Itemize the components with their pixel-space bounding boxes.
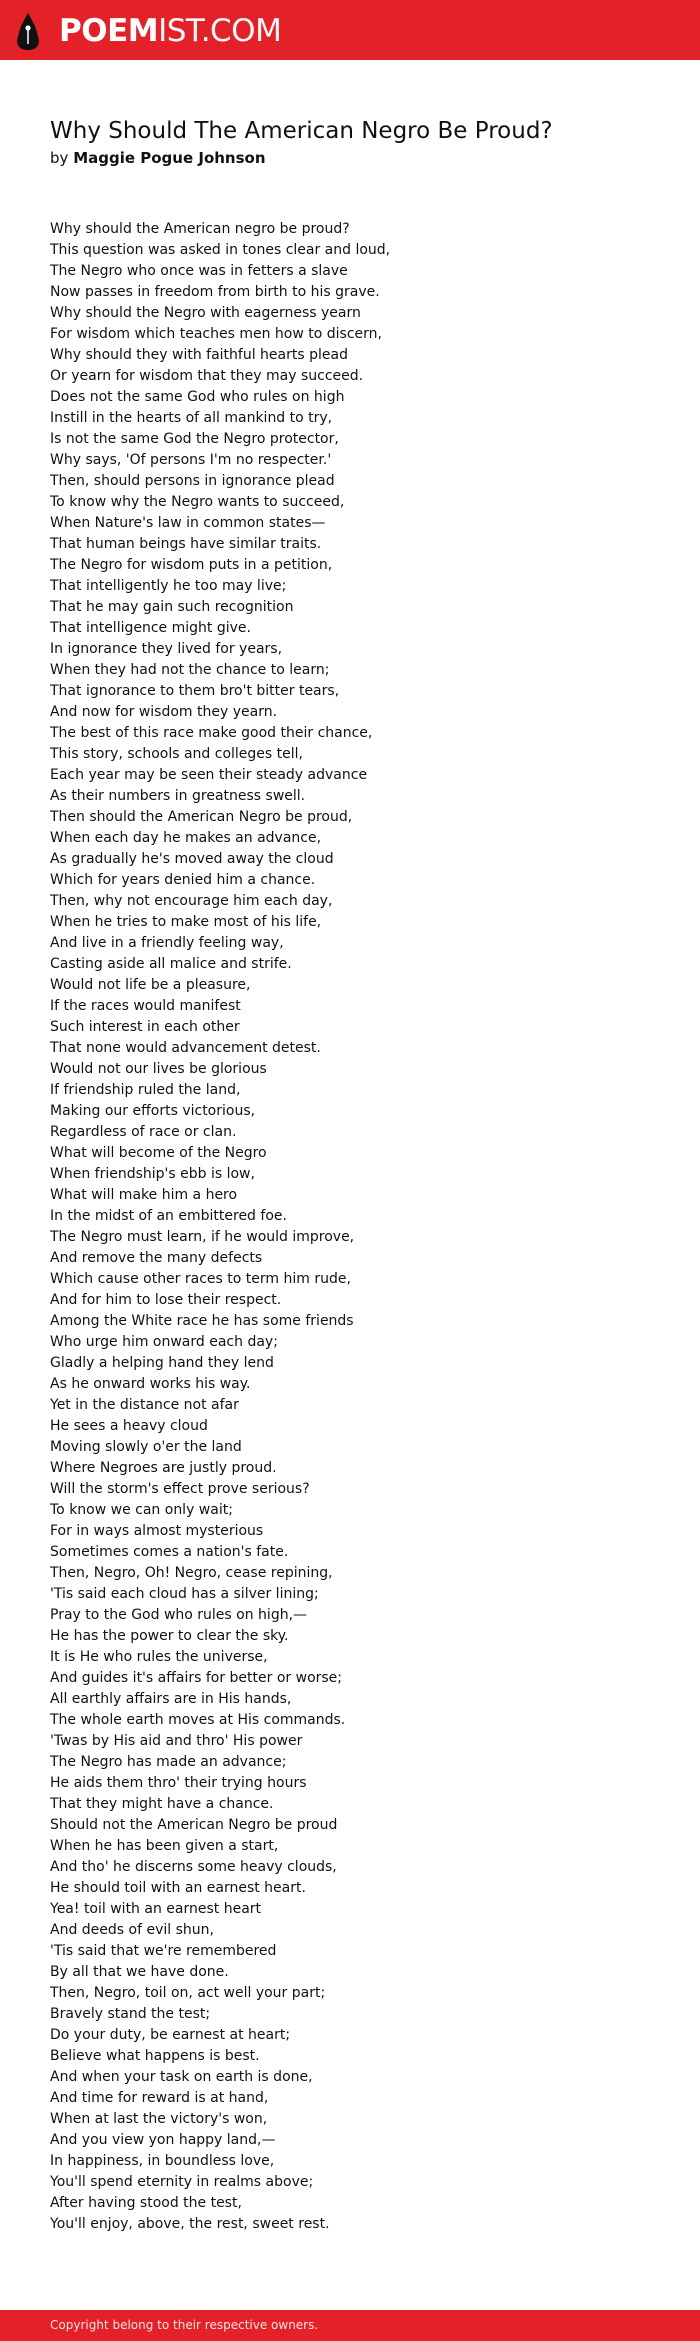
poem-line: As their numbers in greatness swell. bbox=[50, 788, 306, 804]
poem-line: Then should the American Negro be proud, bbox=[50, 809, 353, 825]
poem-line: 'Tis said each cloud has a silver lining; bbox=[50, 1586, 319, 1602]
poem-line: Yea! toil with an earnest heart bbox=[50, 1901, 262, 1917]
poem-title: Why Should The American Negro Be Proud? bbox=[50, 118, 553, 144]
poem-line: That human beings have similar traits. bbox=[50, 536, 322, 552]
poem-line: Regardless of race or clan. bbox=[50, 1124, 237, 1140]
poem-line: That intelligently he too may live; bbox=[50, 578, 287, 594]
poem-line: In the midst of an embittered foe. bbox=[50, 1208, 287, 1224]
poem-line: And you view yon happy land,— bbox=[50, 2132, 276, 2148]
poem-line: Instill in the hearts of all mankind to try, bbox=[50, 410, 333, 426]
poem-line: Then, Negro, Oh! Negro, cease repining, bbox=[50, 1565, 333, 1581]
poem-body bbox=[50, 219, 390, 2235]
pen-nib-icon bbox=[16, 11, 40, 51]
poem-line: Why says, 'Of persons I'm no respecter.' bbox=[50, 452, 332, 468]
poem-line: All earthly affairs are in His hands, bbox=[50, 1691, 292, 1707]
site-logo-bold: POEM bbox=[59, 13, 159, 49]
poem-line: It is He who rules the universe, bbox=[50, 1649, 268, 1665]
poem-line: Bravely stand the test; bbox=[50, 2006, 211, 2022]
site-logo[interactable] bbox=[16, 11, 281, 51]
poem-line: Making our efforts victorious, bbox=[50, 1103, 256, 1119]
byline-label: by bbox=[50, 149, 69, 167]
poem-line: The Negro has made an advance; bbox=[50, 1754, 287, 1770]
poem-line: When each day he makes an advance, bbox=[50, 830, 322, 846]
poem-line: Why should the Negro with eagerness yearn bbox=[50, 305, 361, 321]
poem-line: What will make him a hero bbox=[50, 1187, 238, 1203]
poem-line: And tho' he discerns some heavy clouds, bbox=[50, 1859, 337, 1875]
poem-line: And now for wisdom they yearn. bbox=[50, 704, 278, 720]
poem-line: He should toil with an earnest heart. bbox=[50, 1880, 306, 1896]
poem-line: And for him to lose their respect. bbox=[50, 1292, 282, 1308]
poem-author: Maggie Pogue Johnson bbox=[73, 149, 266, 167]
poem-line: Then, should persons in ignorance plead bbox=[50, 473, 335, 489]
site-logo-light: IST.COM bbox=[158, 13, 282, 49]
poem-line: When Nature's law in common states— bbox=[50, 515, 326, 531]
poem-line: The Negro must learn, if he would improve, bbox=[50, 1229, 355, 1245]
poem-line: Do your duty, be earnest at heart; bbox=[50, 2027, 291, 2043]
poem-line: Which for years denied him a chance. bbox=[50, 872, 316, 888]
poem-line: Why should they with faithful hearts plead bbox=[50, 347, 348, 363]
poem-line: If the races would manifest bbox=[50, 998, 241, 1014]
poem-line: And guides it's affairs for better or worse; bbox=[50, 1670, 343, 1686]
poem-line: Moving slowly o'er the land bbox=[50, 1439, 242, 1455]
site-footer bbox=[0, 2310, 700, 2341]
site-header bbox=[0, 0, 700, 60]
poem-line: Where Negroes are justly proud. bbox=[50, 1460, 277, 1476]
poem-line: The Negro for wisdom puts in a petition, bbox=[50, 557, 333, 573]
poem-byline bbox=[50, 147, 266, 169]
poem-line: The whole earth moves at His commands. bbox=[50, 1712, 346, 1728]
poem-line: Casting aside all malice and strife. bbox=[50, 956, 292, 972]
poem-line: When friendship's ebb is low, bbox=[50, 1166, 255, 1182]
poem-line: 'Tis said that we're remembered bbox=[50, 1943, 277, 1959]
poem-line: Would not life be a pleasure, bbox=[50, 977, 251, 993]
poem-line: The Negro who once was in fetters a slave bbox=[50, 263, 348, 279]
poem-line: That he may gain such recognition bbox=[50, 599, 294, 615]
poem-line: Which cause other races to term him rude, bbox=[50, 1271, 351, 1287]
poem-line: This story, schools and colleges tell, bbox=[50, 746, 303, 762]
poem-line: Will the storm's effect prove serious? bbox=[50, 1481, 310, 1497]
poem-line: Pray to the God who rules on high,— bbox=[50, 1607, 308, 1623]
poem-line: Believe what happens is best. bbox=[50, 2048, 260, 2064]
poem-line: Would not our lives be glorious bbox=[50, 1061, 267, 1077]
poem-line: What will become of the Negro bbox=[50, 1145, 267, 1161]
poem-line: To know why the Negro wants to succeed, bbox=[50, 494, 345, 510]
poem-line: That none would advancement detest. bbox=[50, 1040, 321, 1056]
poem-line: The best of this race make good their chance, bbox=[50, 725, 373, 741]
poem-line: When he has been given a start, bbox=[50, 1838, 279, 1854]
poem-line: And remove the many defects bbox=[50, 1250, 263, 1266]
poem-line: Gladly a helping hand they lend bbox=[50, 1355, 274, 1371]
poem-line: And live in a friendly feeling way, bbox=[50, 935, 284, 951]
poem-line: To know we can only wait; bbox=[50, 1502, 233, 1518]
poem-line: Why should the American negro be proud? bbox=[50, 221, 350, 237]
poem-line: In ignorance they lived for years, bbox=[50, 641, 283, 657]
poem-line: Then, Negro, toil on, act well your part; bbox=[50, 1985, 326, 2001]
poem-line: For wisdom which teaches men how to discern, bbox=[50, 326, 382, 342]
poem-line: You'll enjoy, above, the rest, sweet rest. bbox=[50, 2216, 330, 2232]
poem-line: That intelligence might give. bbox=[50, 620, 251, 636]
poem-line: Yet in the distance not afar bbox=[50, 1397, 239, 1413]
poem-line: Who urge him onward each day; bbox=[50, 1334, 278, 1350]
poem-line: When they had not the chance to learn; bbox=[50, 662, 330, 678]
poem-line: In happiness, in boundless love, bbox=[50, 2153, 275, 2169]
poem-line: By all that we have done. bbox=[50, 1964, 229, 1980]
poem-line: After having stood the test, bbox=[50, 2195, 242, 2211]
poem-line: Or yearn for wisdom that they may succeed. bbox=[50, 368, 364, 384]
poem-line: Such interest in each other bbox=[50, 1019, 240, 1035]
poem-line: That they might have a chance. bbox=[50, 1796, 274, 1812]
poem-line: And deeds of evil shun, bbox=[50, 1922, 214, 1938]
poem-line: For in ways almost mysterious bbox=[50, 1523, 264, 1539]
poem-line: You'll spend eternity in realms above; bbox=[50, 2174, 314, 2190]
poem-line: Each year may be seen their steady advance bbox=[50, 767, 368, 783]
poem-line: Is not the same God the Negro protector, bbox=[50, 431, 339, 447]
poem-line: He aids them thro' their trying hours bbox=[50, 1775, 307, 1791]
poem-line: As gradually he's moved away the cloud bbox=[50, 851, 334, 867]
site-logo-text bbox=[59, 11, 281, 51]
copyright-notice: Copyright belong to their respective owners. bbox=[50, 2318, 319, 2332]
poem-line: When he tries to make most of his life, bbox=[50, 914, 322, 930]
poem-line: As he onward works his way. bbox=[50, 1376, 251, 1392]
poem-line: And when your task on earth is done, bbox=[50, 2069, 313, 2085]
poem-line: 'Twas by His aid and thro' His power bbox=[50, 1733, 303, 1749]
poem-line: If friendship ruled the land, bbox=[50, 1082, 241, 1098]
poem-line: He has the power to clear the sky. bbox=[50, 1628, 289, 1644]
poem-line: Now passes in freedom from birth to his grave. bbox=[50, 284, 380, 300]
poem-line: He sees a heavy cloud bbox=[50, 1418, 208, 1434]
poem-line: Should not the American Negro be proud bbox=[50, 1817, 338, 1833]
poem-line: And time for reward is at hand, bbox=[50, 2090, 269, 2106]
poem-line: Among the White race he has some friends bbox=[50, 1313, 354, 1329]
poem-line: This question was asked in tones clear and loud, bbox=[50, 242, 391, 258]
poem-line: Sometimes comes a nation's fate. bbox=[50, 1544, 289, 1560]
poem-line: That ignorance to them bro't bitter tears, bbox=[50, 683, 340, 699]
poem-line: When at last the victory's won, bbox=[50, 2111, 268, 2127]
poem-line: Does not the same God who rules on high bbox=[50, 389, 345, 405]
poem-line: Then, why not encourage him each day, bbox=[50, 893, 333, 909]
